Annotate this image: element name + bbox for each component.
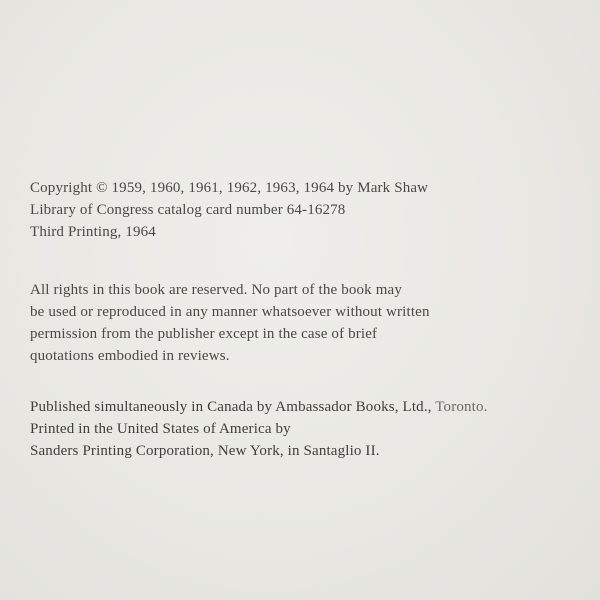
- toronto-text: Toronto.: [435, 399, 488, 415]
- published-line: [30, 396, 488, 418]
- printed-line: Printed in the United States of America by: [30, 421, 291, 437]
- rights-line: All rights in this book are reserved. No part of the book may: [30, 282, 402, 298]
- rights-line: permission from the publisher except in the case of brief: [30, 326, 378, 342]
- copyright-line: Copyright © 1959, 1960, 1961, 1962, 1963, 1964 by Mark Shaw: [30, 180, 429, 196]
- printing-line: Third Printing, 1964: [30, 224, 156, 240]
- rights-line: be used or reproduced in any manner whatsoever without written: [30, 304, 430, 320]
- printer-line: Sanders Printing Corporation, New York, in Santaglio II.: [30, 443, 380, 459]
- rights-line: quotations embodied in reviews.: [30, 348, 230, 364]
- catalog-number-line: Library of Congress catalog card number 64-16278: [30, 202, 346, 218]
- published-simultaneously-text: Published simultaneously in Canada by Ambassador Books, Ltd.,: [30, 399, 432, 415]
- publisher-block: [30, 396, 488, 462]
- rights-reserved-block: [30, 279, 430, 367]
- copyright-block: [30, 177, 428, 243]
